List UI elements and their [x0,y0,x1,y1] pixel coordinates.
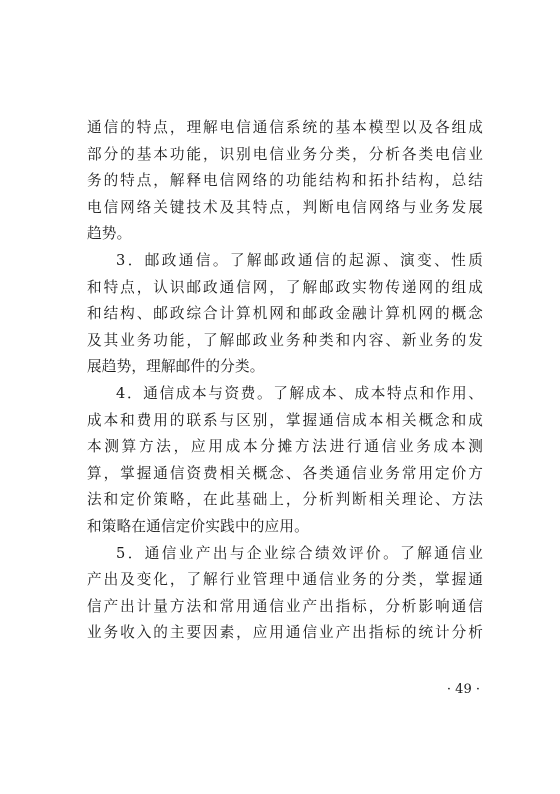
text-line: 算，掌握通信资费相关概念、各类通信业务常用定价方 [87,464,483,482]
section-3-heading-line: 3．邮政通信。了解邮政通信的起源、演变、性质 [116,251,483,269]
text-line: 信产出计量方法和常用通信业产出指标，分析影响通信 [87,597,483,615]
body-text [87,115,483,647]
text-line: 和特点，认识邮政通信网，了解邮政实物传递网的组成 [87,278,483,296]
text-line: 展趋势，理解邮件的分类。 [87,358,265,376]
section-5-heading-line: 5．通信业产出与企业综合绩效评价。了解通信业 [116,544,483,562]
text-line: 通信的特点，理解电信通信系统的基本模型以及各组成 [87,119,483,136]
text-line: 和结构、邮政综合计算机网和邮政金融计算机网的概念 [87,305,483,323]
text-line: 和策略在通信定价实践中的应用。 [87,517,309,535]
text-line: 成本和费用的联系与区别，掌握通信成本相关概念和成 [87,411,483,429]
text-line: 趋势。 [87,225,132,243]
page-number: · 49 · [446,682,480,697]
text-line: 业务收入的主要因素，应用通信业产出指标的统计分析 [87,624,483,642]
section-4-heading-line: 4．通信成本与资费。了解成本、成本特点和作用、 [116,384,483,402]
text-line: 产出及变化，了解行业管理中通信业务的分类，掌握通 [87,571,483,589]
text-line: 本测算方法，应用成本分摊方法进行通信业务成本测 [87,438,483,456]
text-line: 部分的基本功能，识别电信业务分类，分析各类电信业 [87,145,483,163]
text-line: 电信网络关键技术及其特点，判断电信网络与业务发展 [87,198,483,216]
text-line: 务的特点，解释电信网络的功能结构和拓扑结构，总结 [87,172,483,190]
text-line: 及其业务功能，了解邮政业务种类和内容、新业务的发 [87,331,483,349]
text-line: 法和定价策略，在此基础上，分析判断相关理论、方法 [87,491,483,509]
